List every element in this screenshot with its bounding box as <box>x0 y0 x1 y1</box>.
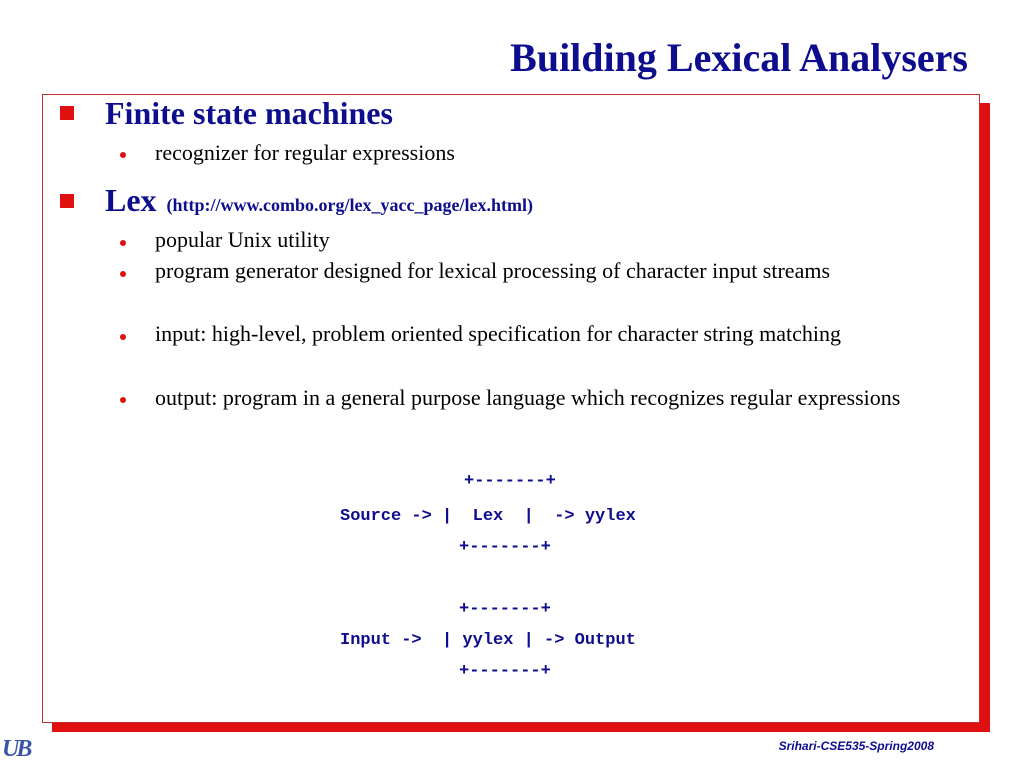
diagram-line: +-------+ <box>459 662 551 681</box>
square-bullet-icon <box>60 194 74 208</box>
diagram-line: +-------+ <box>464 472 556 491</box>
bullet-text: program generator designed for lexical processing of character input streams <box>155 258 831 283</box>
ub-logo: UB <box>2 736 30 762</box>
round-bullet-icon <box>120 334 126 340</box>
slide-title: Building Lexical Analysers <box>510 35 968 80</box>
round-bullet-icon <box>120 397 126 403</box>
round-bullet-icon <box>120 271 126 277</box>
footer-text: Srihari-CSE535-Spring2008 <box>778 739 934 753</box>
square-bullet-icon <box>60 106 74 120</box>
diagram-line: +-------+ <box>459 538 551 557</box>
diagram-line: +-------+ <box>459 600 551 619</box>
diagram-line: Source -> | Lex | -> yylex <box>340 507 636 526</box>
round-bullet-icon <box>120 240 126 246</box>
bullet-text: recognizer for regular expressions <box>155 140 455 165</box>
lex-heading-text: Lex <box>105 182 157 218</box>
bullet-text: popular Unix utility <box>155 227 330 252</box>
section-heading-lex <box>105 182 533 219</box>
bullet-text: input: high-level, problem oriented specification for character string matching <box>155 321 842 346</box>
section-heading-fsm: Finite state machines <box>105 95 393 131</box>
round-bullet-icon <box>120 152 126 158</box>
lex-url-link[interactable]: (http://www.combo.org/lex_yacc_page/lex.html) <box>166 195 533 215</box>
diagram-line: Input -> | yylex | -> Output <box>340 631 636 650</box>
bullet-text: output: program in a general purpose language which recognizes regular expressions <box>155 385 901 410</box>
